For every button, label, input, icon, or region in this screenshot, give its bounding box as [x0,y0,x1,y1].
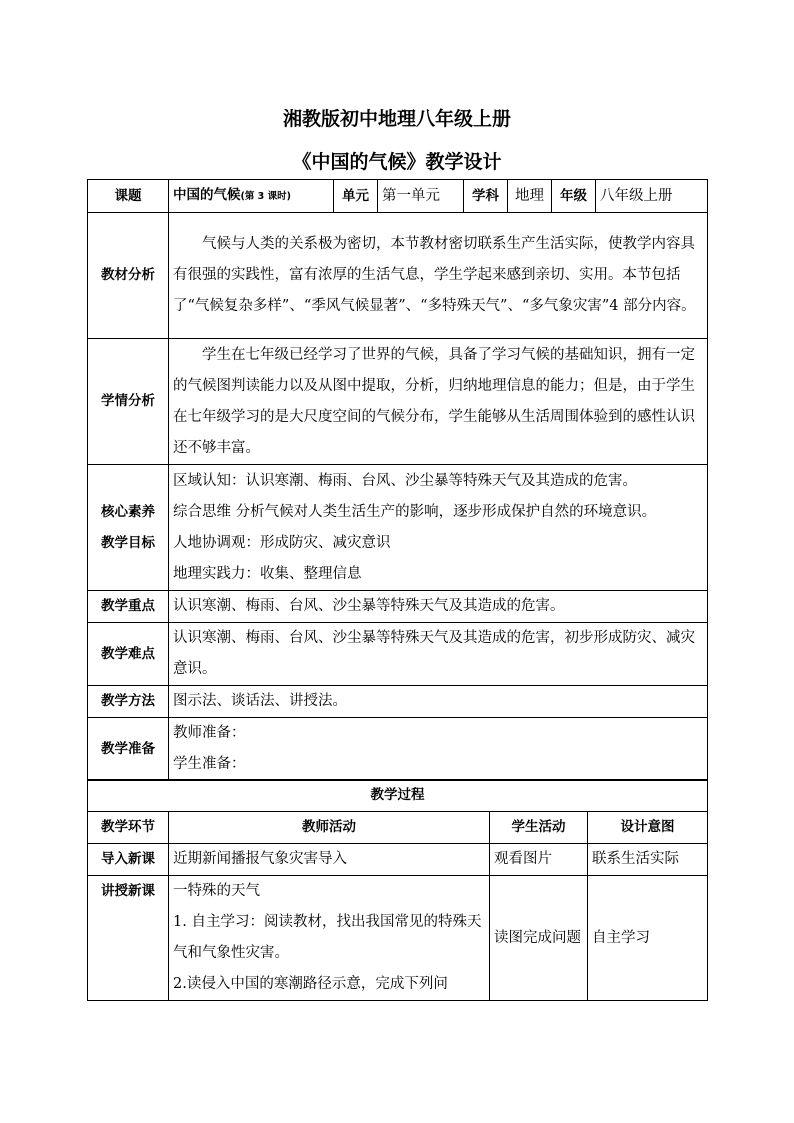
design-intent-intro: 联系生活实际 [588,844,708,876]
unit-value: 第一单元 [378,180,464,213]
teacher-activity-line-3: 2.读侵入中国的寒潮路径示意，完成下列问 [173,976,448,992]
column-header-stage: 教学环节 [88,812,169,844]
design-intent-new-lesson: 自主学习 [588,876,708,1001]
grade-value: 八年级上册 [596,180,708,213]
student-analysis-label: 学情分析 [88,339,169,465]
teaching-method-text: 图示法、谈话法、讲授法。 [169,686,708,718]
teacher-activity-line-2: 1. 自主学习：阅读教材，找出我国常见的特殊天气和气象性灾害。 [173,914,482,961]
student-analysis-text: 学生在七年级已经学习了世界的气候，具备了学习气候的基础知识，拥有一定的气候图判读能力以及从图中提取，分析，归纳地理信息的能力；但是，由于学生在七年级学习的是大尺度空间的气候分布，学生能够从生活周围体验到的感性认识还不够丰富。 [169,339,708,465]
material-analysis-text: 气候与人类的关系极为密切，本节教材密切联系生产生活实际，使教学内容具有很强的实践性，富有浓厚的生活气息，学生学起来感到亲切、实用。本节包括了“气候复杂多样”、“季风气候显著”、“多特殊天气”、“多气象灾害”4 部分内容。 [169,213,708,339]
grade-label: 年级 [552,180,596,213]
core-goal-2: 综合思维 分析气候对人类生活生产的影响，逐步形成保护自然的环境意识。 [173,503,657,520]
core-label-line-2: 教学目标 [101,534,155,551]
subject-value: 地理 [508,180,552,213]
difficult-points-label: 教学难点 [88,623,169,686]
material-analysis-label: 教材分析 [88,213,169,339]
lesson-info-table [87,179,708,781]
teacher-preparation: 教师准备： [173,725,246,741]
subject-label: 学科 [464,180,508,213]
unit-label: 单元 [334,180,378,213]
teaching-process-table [87,779,708,1001]
teaching-process-header: 教学过程 [88,780,708,812]
topic-name: 中国的气候 [173,187,241,203]
student-activity-intro: 观看图片 [490,844,588,876]
teacher-activity-line-1: 一特殊的天气 [173,883,260,899]
difficult-points-text: 认识寒潮、梅雨、台风、沙尘暴等特殊天气及其造成的危害，初步形成防灾、减灾意识。 [169,623,708,686]
core-literacy-label [88,465,169,591]
core-goal-3: 人地协调观：形成防灾、减灾意识 [173,534,391,551]
document-title: 湘教版初中地理八年级上册 [282,108,511,130]
column-header-design-intent: 设计意图 [588,812,708,844]
stage-intro: 导入新课 [88,844,169,876]
teacher-activity-new-lesson [169,876,490,1001]
teaching-method-label: 教学方法 [88,686,169,718]
key-points-text: 认识寒潮、梅雨、台风、沙尘暴等特殊天气及其造成的危害。 [169,591,708,623]
stage-new-lesson: 讲授新课 [88,876,169,1001]
topic-lesson-note: (第 3 课时) [240,191,291,202]
preparation-label: 教学准备 [88,718,169,781]
core-goal-4: 地理实践力：收集、整理信息 [173,565,362,582]
key-points-label: 教学重点 [88,591,169,623]
student-preparation: 学生准备： [173,756,246,772]
core-label-line-1: 核心素养 [101,503,155,520]
core-goal-1: 区域认知：认识寒潮、梅雨、台风、沙尘暴等特殊天气及其造成的危害。 [173,472,637,489]
teacher-activity-intro: 近期新闻播报气象灾害导入 [169,844,490,876]
student-activity-new-lesson: 读图完成问题 [490,876,588,1001]
topic-value [169,180,334,213]
document-subtitle: 《中国的气候》教学设计 [292,151,502,173]
column-header-student-activity: 学生活动 [490,812,588,844]
core-literacy-goals [169,465,708,591]
column-header-teacher-activity: 教师活动 [169,812,490,844]
topic-label: 课题 [88,180,169,213]
preparation-text [169,718,708,781]
